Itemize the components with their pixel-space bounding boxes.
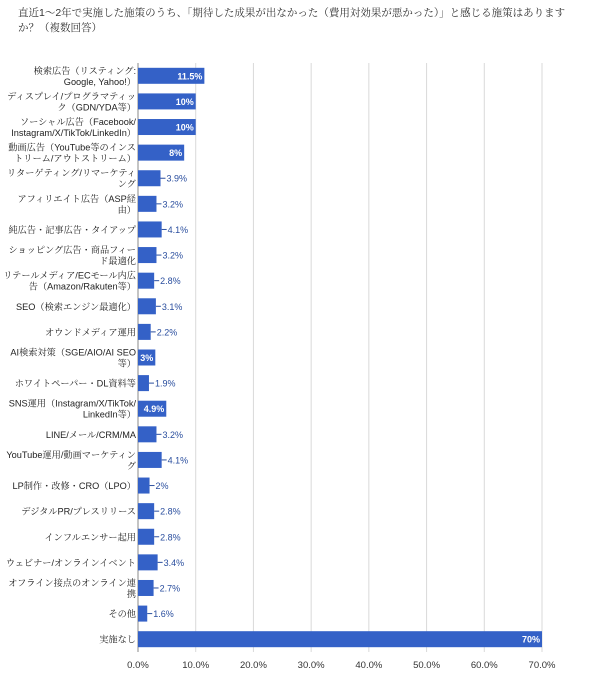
category-label: 告（Amazon/Rakuten等）	[28, 281, 136, 292]
x-tick-label: 40.0%	[355, 660, 383, 671]
data-label: 11.5%	[177, 71, 203, 82]
data-label: 2%	[155, 481, 169, 492]
category-label: 純広告・記事広告・タイアップ	[8, 224, 136, 235]
data-label: 3.2%	[162, 199, 183, 210]
bar	[138, 298, 156, 314]
bar	[138, 375, 149, 391]
x-tick-label: 0.0%	[127, 660, 149, 671]
category-label: 携	[126, 588, 136, 599]
bar	[138, 221, 162, 237]
bar	[138, 554, 158, 570]
data-label: 4.9%	[143, 404, 165, 415]
data-label: 1.6%	[153, 609, 174, 620]
category-label: デジタルPR/プレスリリース	[21, 506, 136, 517]
category-label: リターゲティング/リマーケティ	[6, 168, 136, 179]
x-tick-label: 10.0%	[182, 660, 210, 671]
bar	[138, 247, 156, 263]
category-label: Google, Yahoo!）	[63, 76, 136, 87]
bar	[138, 426, 156, 442]
category-label: 等）	[117, 358, 136, 369]
data-label: 3.4%	[163, 557, 185, 568]
category-label: SNS運用（Instagram/X/TikTok/	[8, 398, 136, 409]
category-label: 動画広告（YouTube等のインス	[8, 142, 136, 153]
category-label: オフライン接点のオンライン連	[8, 577, 136, 588]
category-label: 検索広告（リスティング:	[33, 65, 136, 76]
category-label: インフルエンサー起用	[44, 532, 136, 543]
x-tick-label: 70.0%	[528, 660, 556, 671]
category-label: Instagram/X/TikTok/LinkedIn）	[11, 128, 136, 139]
data-label: 8%	[169, 148, 183, 159]
data-label: 2.8%	[160, 532, 181, 543]
category-label: ング	[117, 179, 136, 190]
data-label: 10%	[175, 122, 194, 133]
data-label: 70%	[521, 634, 540, 645]
data-label: 2.7%	[159, 583, 181, 594]
bar	[138, 606, 147, 622]
category-label: リテールメディア/ECモール内広	[3, 270, 136, 281]
category-label: ショッピング広告・商品フィー	[8, 245, 136, 256]
data-label: 3%	[140, 353, 154, 363]
bar	[138, 324, 151, 340]
x-tick-label: 60.0%	[470, 660, 498, 671]
bar	[138, 273, 154, 289]
category-label: LP制作・改修・CRO（LPO）	[12, 481, 136, 492]
data-label: 3.1%	[161, 301, 183, 312]
category-label: ウェビナー/オンラインイベント	[5, 557, 136, 568]
x-tick-label: 50.0%	[413, 660, 441, 671]
data-label: 2.2%	[156, 327, 178, 338]
category-label: グ	[126, 460, 136, 471]
category-label: その他	[108, 609, 136, 620]
data-label: 2.8%	[160, 506, 181, 517]
data-label: 3.2%	[162, 250, 183, 261]
x-tick-label: 30.0%	[297, 660, 325, 671]
bar	[138, 452, 162, 468]
chart-title: 直近1〜2年で実施した施策のうち、「期待した成果が出なかった（費用対効果が悪かった）」と感じる施策はありますか？（複数回答）	[18, 7, 566, 34]
bar	[138, 631, 542, 647]
category-label: 由）	[117, 204, 136, 215]
category-label: SEO（検索エンジン最適化）	[15, 301, 136, 312]
data-label: 4.1%	[167, 224, 189, 235]
category-label: AI検索対策（SGE/AIO/AI SEO	[10, 347, 136, 358]
data-label: 1.9%	[154, 378, 176, 389]
category-label: ホワイトペーパー・DL資料等	[14, 378, 136, 389]
category-label: トリーム/アウトストリーム）	[14, 153, 136, 164]
category-label: LINE/メール/CRM/MA	[45, 429, 136, 440]
category-label: ド最適化	[99, 256, 136, 267]
category-label: ク（GDN/YDA等）	[57, 102, 136, 113]
data-label: 4.1%	[167, 455, 189, 466]
bar	[138, 503, 154, 519]
category-label: オウンドメディア運用	[44, 327, 136, 338]
category-label: アフィリエイト広告（ASP経	[17, 193, 136, 204]
bar	[138, 170, 161, 186]
data-label: 10%	[175, 96, 194, 107]
bar	[138, 529, 154, 545]
data-label: 2.8%	[160, 276, 181, 287]
data-label: 3.9%	[166, 173, 188, 184]
bar	[138, 478, 150, 494]
x-tick-label: 20.0%	[239, 660, 267, 671]
category-label: YouTube運用/動画マーケティン	[6, 449, 136, 460]
category-label: ディスプレイ/プログラマティッ	[7, 91, 136, 102]
category-label: LinkedIn等）	[82, 409, 136, 420]
data-label: 3.2%	[162, 429, 183, 440]
bar	[138, 196, 156, 212]
bar	[138, 580, 154, 596]
category-label: 実施なし	[99, 634, 136, 645]
category-label: ソーシャル広告（Facebook/	[19, 117, 136, 128]
